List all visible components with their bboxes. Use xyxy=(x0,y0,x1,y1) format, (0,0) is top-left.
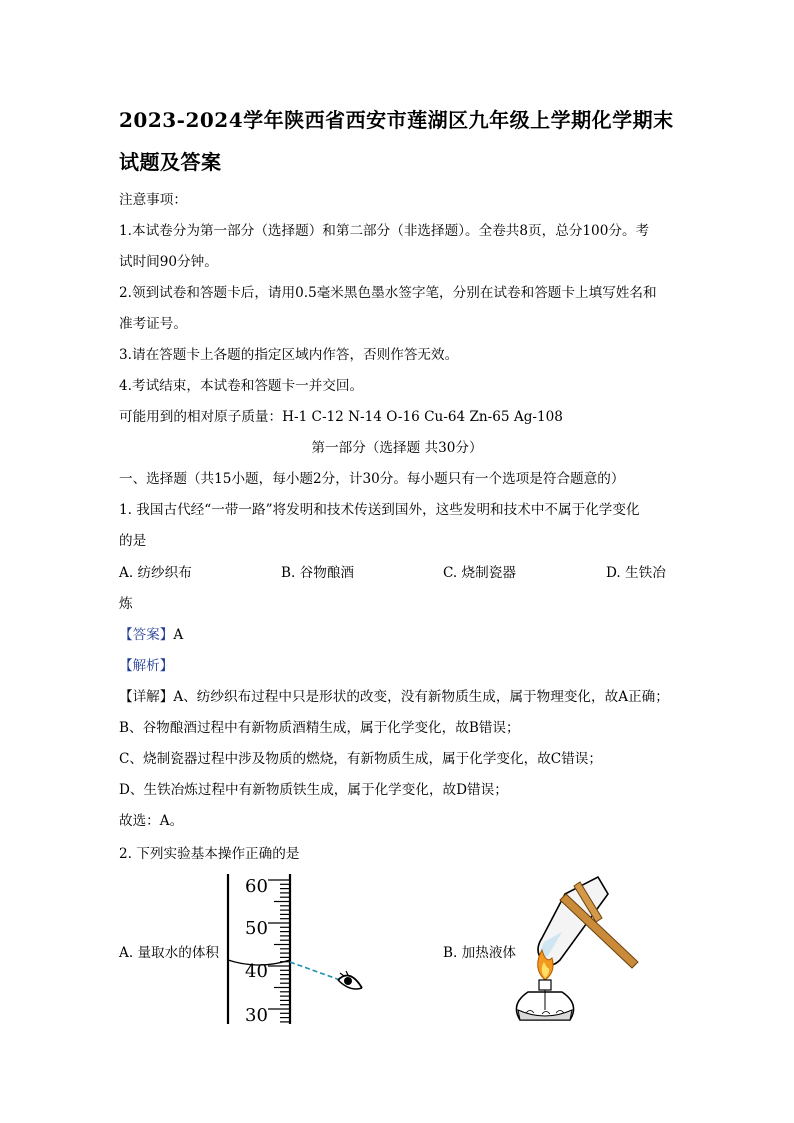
q2-stem: 2. 下列实验基本操作正确的是 xyxy=(119,846,300,862)
section-instructions: 一、选择题（共15小题，每小题2分，计30分。每小题只有一个选项是符合题意的） xyxy=(119,471,625,487)
q2-option-b-label: B. 加热液体 xyxy=(443,945,517,961)
graduated-cylinder-diagram xyxy=(200,870,370,1028)
q2-option-a-label: A. 量取水的体积 xyxy=(119,945,220,961)
answer-label: 【答案】 xyxy=(119,627,174,643)
note-1-line2: 试时间90分钟。 xyxy=(119,254,218,270)
q1-detail-a xyxy=(119,685,669,705)
q1-option-d-part1: D. 生铁冶 xyxy=(606,565,666,581)
note-3: 3.请在答题卡上各题的指定区域内作答，否则作答无效。 xyxy=(119,347,459,363)
note-2-line1: 2.领到试卷和答题卡后，请用0.5毫米黑色墨水签字笔，分别在试卷和答题卡上填写姓名和 xyxy=(119,285,657,301)
heating-liquid-diagram xyxy=(490,872,655,1027)
answer-value: A xyxy=(173,627,184,643)
atomic-mass-line: 可能用到的相对原子质量：H-1 C-12 N-14 O-16 Cu-64 Zn-65 Ag-108 xyxy=(119,409,563,425)
tick-label-60: 60 xyxy=(245,876,268,897)
sight-line xyxy=(290,962,340,980)
q1-detail-b: B、谷物酿酒过程中有新物质酒精生成，属于化学变化，故B错误； xyxy=(119,720,520,736)
notes-heading: 注意事项： xyxy=(119,192,187,208)
tick-label-50: 50 xyxy=(245,918,268,939)
alcohol-lamp xyxy=(516,980,573,1020)
detail-label: 【详解】 xyxy=(119,689,174,705)
note-4: 4.考试结束，本试卷和答题卡一并交回。 xyxy=(119,378,364,394)
tick-label-30: 30 xyxy=(245,1005,268,1026)
q1-option-d-part2: 炼 xyxy=(119,596,133,612)
q1-conclusion: 故选：A。 xyxy=(119,813,184,829)
q1-answer xyxy=(119,623,183,643)
q1-option-c: C. 烧制瓷器 xyxy=(443,565,516,581)
part-one-title: 第一部分（选择题 共30分） xyxy=(311,440,483,456)
q1-option-b: B. 谷物酿酒 xyxy=(281,565,355,581)
q1-detail-d: D、生铁冶炼过程中有新物质铁生成，属于化学变化，故D错误； xyxy=(119,782,508,798)
analysis-label: 【解析】 xyxy=(119,658,174,674)
detail-a-text: A、纺纱织布过程中只是形状的改变，没有新物质生成，属于物理变化，故A正确； xyxy=(173,689,669,705)
q1-stem-line2: 的是 xyxy=(119,533,147,549)
q1-option-a: A. 纺纱织布 xyxy=(119,565,192,581)
note-1-line1: 1.本试卷分为第一部分（选择题）和第二部分（非选择题）。全卷共8页，总分100分。考 xyxy=(119,223,650,239)
tick-label-40: 40 xyxy=(245,961,268,982)
q1-stem-line1: 1. 我国古代经“一带一路”将发明和技术传送到国外，这些发明和技术中不属于化学变化 xyxy=(119,502,640,518)
eye-icon xyxy=(338,971,362,989)
document-title-line2: 试题及答案 xyxy=(119,150,222,174)
q1-detail-c: C、烧制瓷器过程中涉及物质的燃烧，有新物质生成，属于化学变化，故C错误； xyxy=(119,751,602,767)
note-2-line2: 准考证号。 xyxy=(119,316,187,332)
document-title-line1: 2023-2024学年陕西省西安市莲湖区九年级上学期化学期末 xyxy=(119,108,674,132)
